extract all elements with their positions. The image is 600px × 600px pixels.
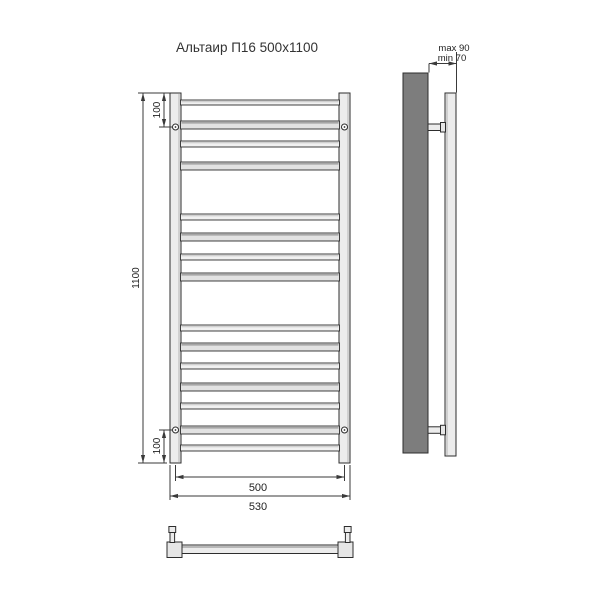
plan-right-block bbox=[338, 542, 353, 558]
bracket-stem bbox=[428, 427, 441, 434]
bracket-stem bbox=[428, 124, 441, 131]
rung bbox=[181, 214, 340, 220]
side-dimension bbox=[429, 43, 470, 93]
plan-right-stem bbox=[345, 533, 350, 543]
mounting-screw-center bbox=[344, 429, 346, 431]
arrow-up-icon bbox=[141, 93, 145, 101]
plan-right-cap bbox=[344, 527, 351, 533]
arrow-left-icon bbox=[429, 61, 437, 65]
wall-bracket-top bbox=[428, 123, 446, 133]
arrow-right-icon bbox=[337, 475, 345, 479]
rungs-group bbox=[181, 100, 340, 451]
rung bbox=[181, 254, 340, 260]
arrow-left-icon bbox=[170, 494, 178, 498]
wall-bracket-bottom bbox=[428, 425, 446, 435]
wall-section bbox=[403, 73, 428, 453]
arrow-down-icon bbox=[162, 119, 166, 127]
mounting-screw-center bbox=[175, 126, 177, 128]
dim-height-label: 1100 bbox=[131, 267, 142, 289]
plan-left-block bbox=[167, 542, 182, 558]
dim-depth-max-label: max 90 bbox=[438, 43, 470, 54]
rung bbox=[181, 141, 340, 147]
side-view bbox=[403, 43, 470, 456]
bracket-collar bbox=[441, 425, 446, 435]
rung bbox=[181, 363, 340, 369]
rung bbox=[181, 100, 340, 105]
dim-overall-label: 530 bbox=[248, 501, 268, 513]
dim-bottom-offset-label: 100 bbox=[152, 437, 163, 455]
drawing-title: Альтаир П16 500x1100 bbox=[176, 40, 318, 55]
plan-left-stem bbox=[170, 533, 175, 543]
rung bbox=[181, 445, 340, 451]
arrow-down-icon bbox=[141, 455, 145, 463]
arrow-down-icon bbox=[162, 455, 166, 463]
arrow-up-icon bbox=[162, 93, 166, 101]
dim-width-label: 500 bbox=[248, 482, 268, 494]
plan-left-cap bbox=[169, 527, 176, 533]
mounting-screw-center bbox=[344, 126, 346, 128]
mounting-screw-center bbox=[175, 429, 177, 431]
arrow-left-icon bbox=[176, 475, 184, 479]
rung bbox=[181, 403, 340, 409]
arrow-up-icon bbox=[162, 430, 166, 438]
dim-depth-min-label: min 70 bbox=[437, 53, 467, 64]
plan-view bbox=[167, 527, 353, 558]
bracket-collar bbox=[441, 123, 446, 133]
dim-top-offset-label: 100 bbox=[152, 101, 163, 119]
rung bbox=[181, 325, 340, 331]
front-view bbox=[170, 93, 350, 463]
arrow-right-icon bbox=[342, 494, 350, 498]
